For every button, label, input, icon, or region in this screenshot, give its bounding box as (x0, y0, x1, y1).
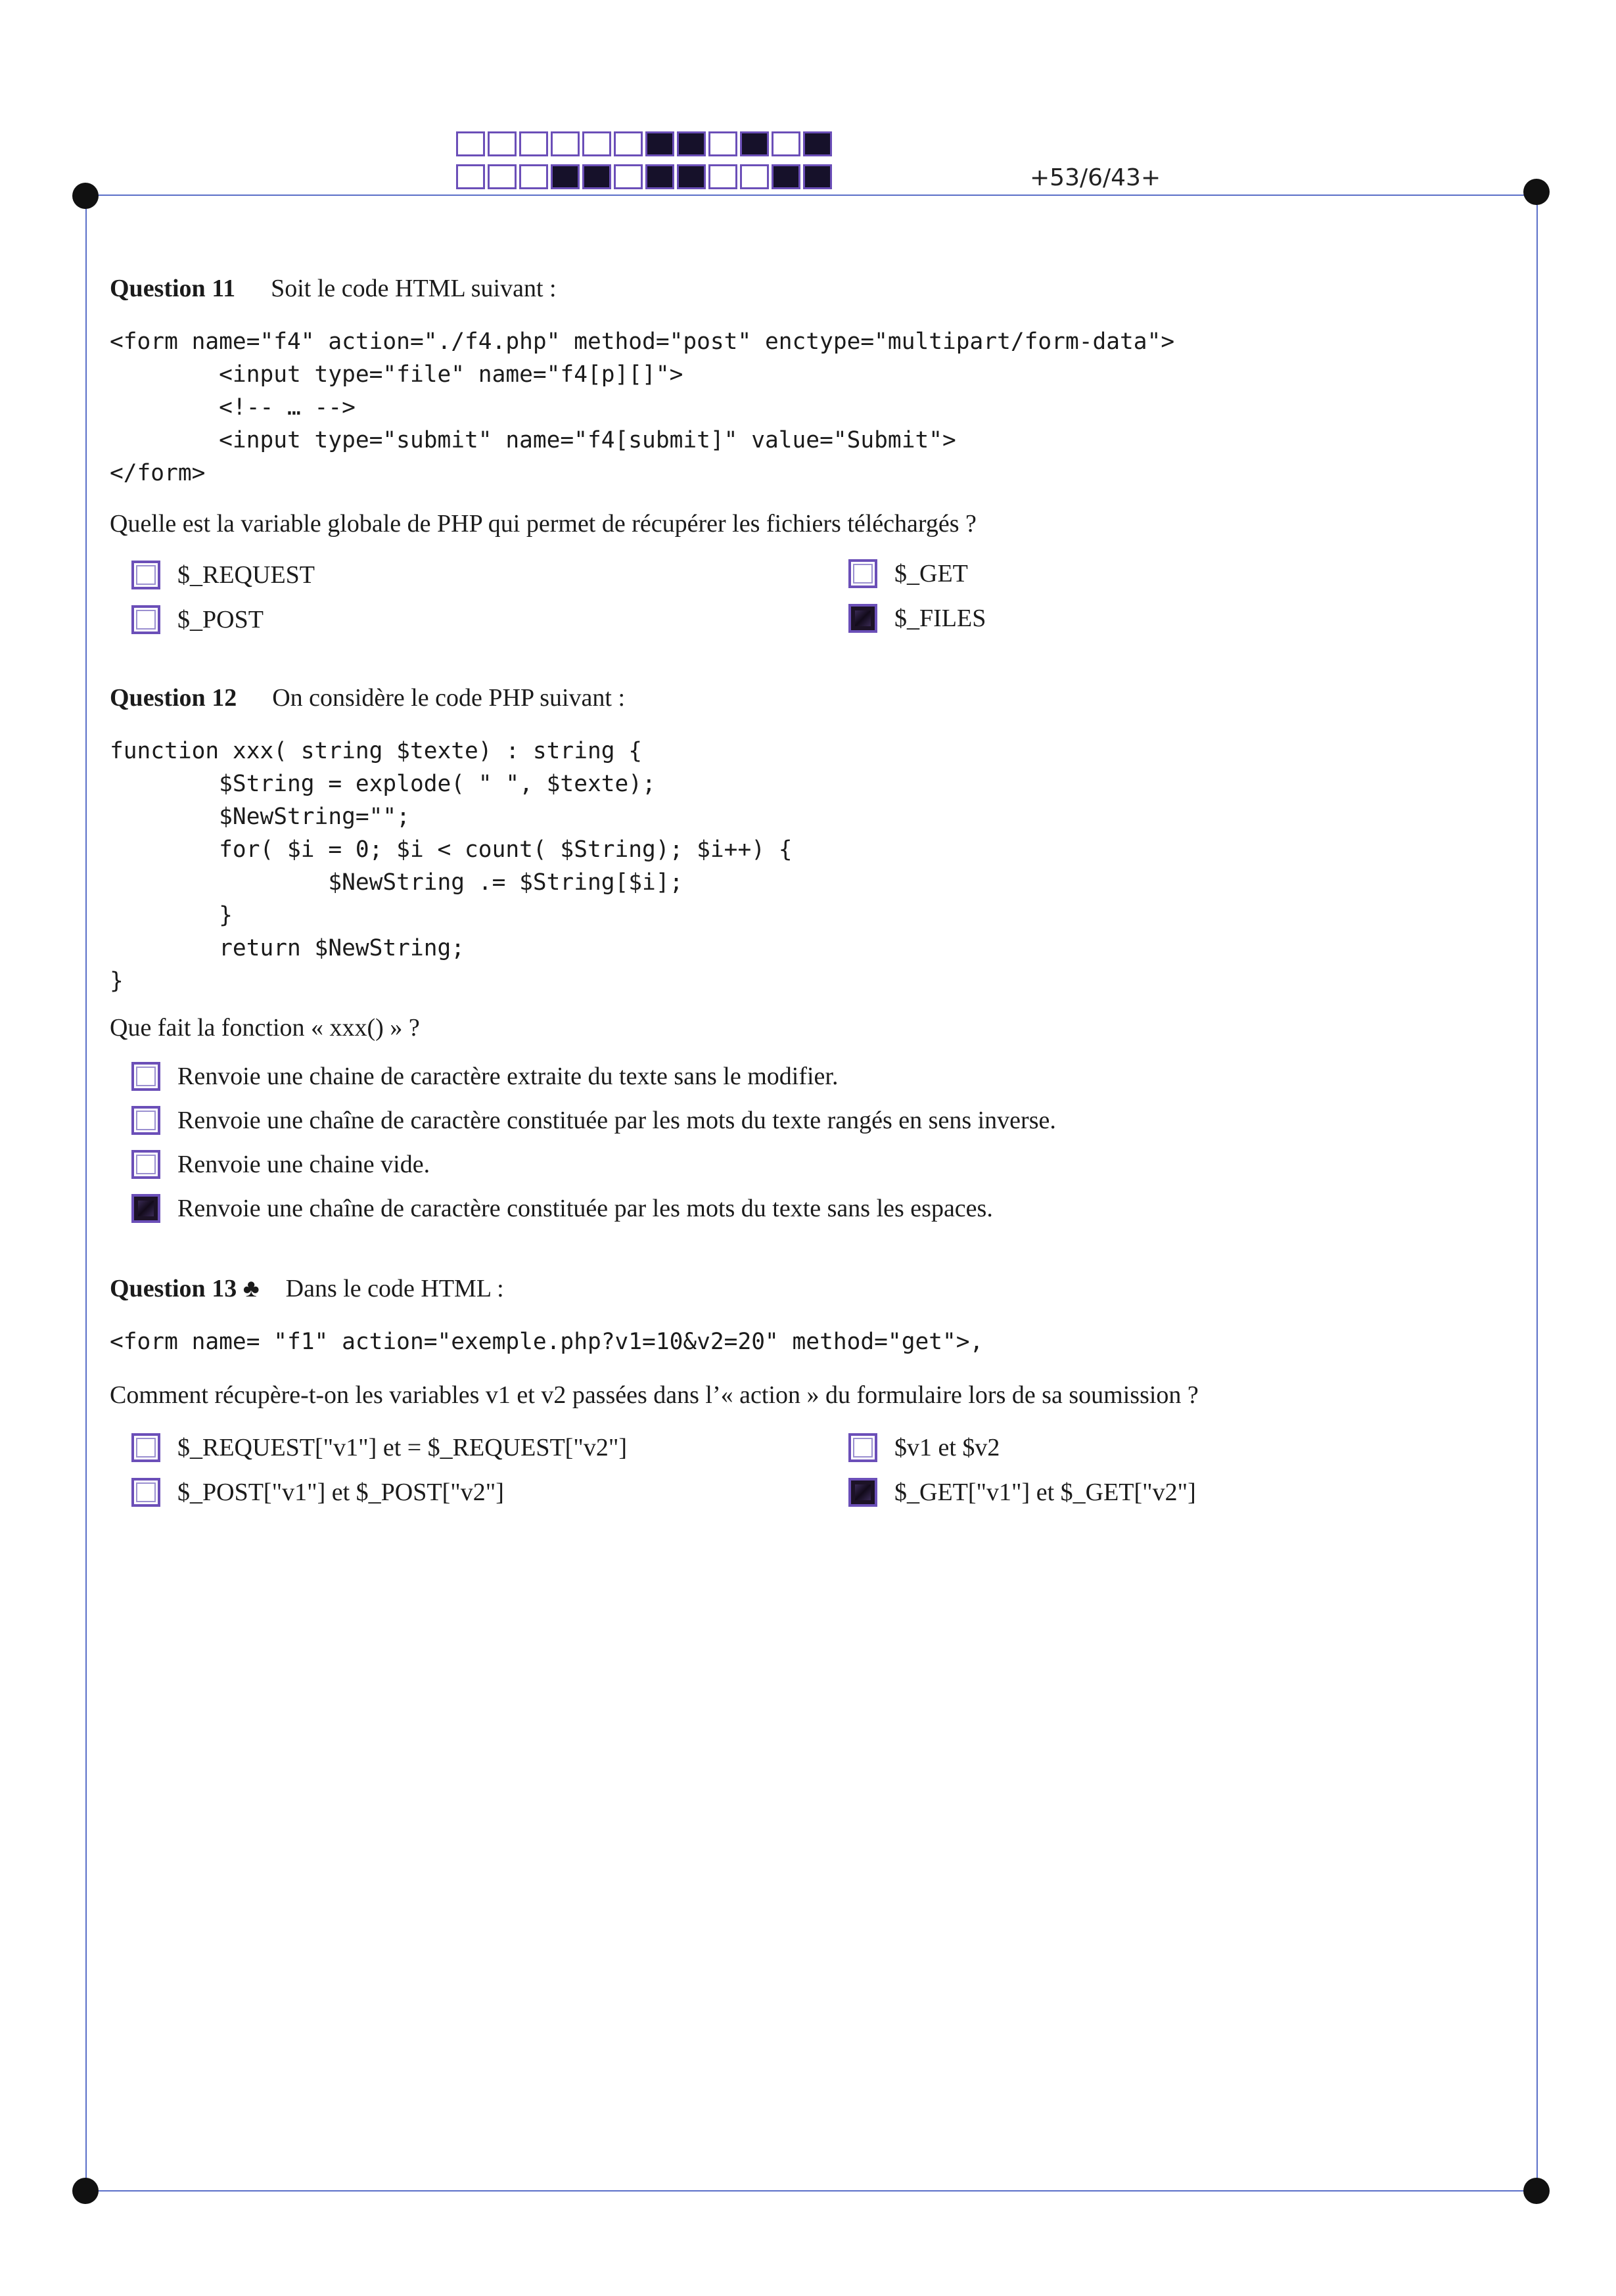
choices (110, 1058, 1536, 1235)
frame-right-line (1536, 195, 1538, 2192)
barcode-cell (645, 131, 674, 156)
choice-get[interactable] (848, 559, 968, 588)
barcode-cell (456, 131, 485, 156)
barcode-cell (803, 164, 832, 189)
choice-label: $_GET["v1"] et $_GET["v2"] (894, 1479, 1196, 1506)
corner-mark-top-right (1523, 179, 1550, 205)
barcode-cell (677, 131, 706, 156)
checkbox[interactable] (131, 1106, 160, 1135)
barcode-cell (456, 164, 485, 189)
choice-label: $_GET (894, 560, 968, 587)
barcode-cell (614, 164, 643, 189)
checkbox[interactable] (848, 604, 877, 633)
choice-1[interactable] (131, 1062, 838, 1091)
checkbox[interactable] (131, 1194, 160, 1223)
choice-label: $_POST["v1"] et $_POST["v2"] (177, 1479, 504, 1506)
frame-bottom-line (85, 2190, 1538, 2192)
choice-request[interactable] (131, 561, 315, 589)
barcode-cell (708, 164, 737, 189)
frame-top-line (85, 195, 1538, 196)
choice-2[interactable] (131, 1106, 1056, 1135)
corner-mark-bottom-right (1523, 2178, 1550, 2204)
choice-vars[interactable] (848, 1433, 1000, 1462)
question-11 (110, 273, 1536, 641)
checkbox[interactable] (131, 1433, 160, 1462)
choices (110, 1429, 1536, 1515)
question-label: Question 11 (110, 275, 236, 302)
question-label: Question 12 (110, 684, 237, 712)
question-header (110, 682, 1536, 714)
choice-post[interactable] (131, 605, 264, 634)
question-13 (110, 1273, 1536, 1515)
checkbox[interactable] (131, 1150, 160, 1179)
barcode-cell (677, 164, 706, 189)
checkbox[interactable] (848, 1478, 877, 1507)
choice-3[interactable] (131, 1150, 430, 1179)
barcode-cell (519, 131, 548, 156)
choice-label: $v1 et $v2 (894, 1434, 1000, 1461)
checkbox[interactable] (131, 561, 160, 589)
barcode-cell (582, 164, 611, 189)
corner-mark-top-left (72, 183, 99, 209)
choice-4[interactable] (131, 1194, 993, 1223)
barcode-cell (803, 131, 832, 156)
question-prompt: Comment récupère-t-on les variables v1 et v2 passées dans l’« action » du formulaire lors de sa soumission ? (110, 1381, 1199, 1409)
barcode-row-1 (456, 131, 835, 156)
question-label: Question 13 (110, 1275, 237, 1302)
question-intro: Soit le code HTML suivant : (271, 275, 557, 302)
barcode-cell (740, 131, 769, 156)
code-block: <form name= "f1" action="exemple.php?v1=10&v2=20" method="get">, (110, 1329, 984, 1355)
frame-left-line (85, 195, 87, 2192)
choice-get[interactable] (848, 1478, 1196, 1507)
barcode-cell (708, 131, 737, 156)
choice-label: Renvoie une chaîne de caractère constituée par les mots du texte sans les espaces. (177, 1195, 993, 1222)
choice-label: $_REQUEST["v1"] et = $_REQUEST["v2"] (177, 1434, 628, 1461)
choice-request[interactable] (131, 1433, 627, 1462)
barcode-cell (551, 131, 580, 156)
choice-post[interactable] (131, 1478, 504, 1507)
page-id: +53/6/43+ (1030, 164, 1161, 191)
checkbox[interactable] (848, 559, 877, 588)
barcode-cell (582, 131, 611, 156)
question-prompt: Que fait la fonction « xxx() » ? (110, 1014, 420, 1042)
choices (110, 555, 1536, 641)
barcode-cell (488, 131, 517, 156)
barcode-row-2 (456, 164, 835, 189)
checkbox[interactable] (131, 1062, 160, 1091)
barcode-cell (772, 164, 800, 189)
question-header (110, 273, 1536, 304)
barcode-cell (519, 164, 548, 189)
code-block: <form name="f4" action="./f4.php" method="post" enctype="multipart/form-data"> <input type="file" name="f4[p][]"> <!-- … --> <input type="submit" name="f4[submit]" value="Submit"> </form> (110, 329, 1175, 486)
barcode-cell (645, 164, 674, 189)
question-12 (110, 682, 1536, 1235)
barcode-cell (614, 131, 643, 156)
choice-files[interactable] (848, 604, 986, 633)
corner-mark-bottom-left (72, 2178, 99, 2204)
checkbox[interactable] (131, 605, 160, 634)
question-header (110, 1273, 1536, 1304)
barcode-cell (740, 164, 769, 189)
choice-label: Renvoie une chaîne de caractère constituée par les mots du texte rangés en sens inverse. (177, 1107, 1056, 1134)
club-icon: ♣ (242, 1275, 260, 1302)
choice-label: $_POST (177, 606, 264, 633)
question-intro: On considère le code PHP suivant : (272, 684, 626, 712)
code-block: function xxx( string $texte) : string { $String = explode( " ", $texte); $NewString=""; for( $i = 0; $i < count( $String); $i++) { $NewString .= $String[$i]; } return $NewString; } (110, 738, 793, 994)
choice-label: Renvoie une chaine de caractère extraite du texte sans le modifier. (177, 1063, 839, 1090)
choice-label: $_FILES (894, 605, 986, 632)
choice-label: $_REQUEST (177, 561, 315, 589)
checkbox[interactable] (848, 1433, 877, 1462)
question-prompt: Quelle est la variable globale de PHP qui permet de récupérer les fichiers téléchargés ? (110, 510, 977, 538)
barcode-cell (488, 164, 517, 189)
checkbox[interactable] (131, 1478, 160, 1507)
barcode-cell (772, 131, 800, 156)
choice-label: Renvoie une chaine vide. (177, 1151, 430, 1178)
question-intro: Dans le code HTML : (285, 1275, 504, 1302)
barcode-cell (551, 164, 580, 189)
